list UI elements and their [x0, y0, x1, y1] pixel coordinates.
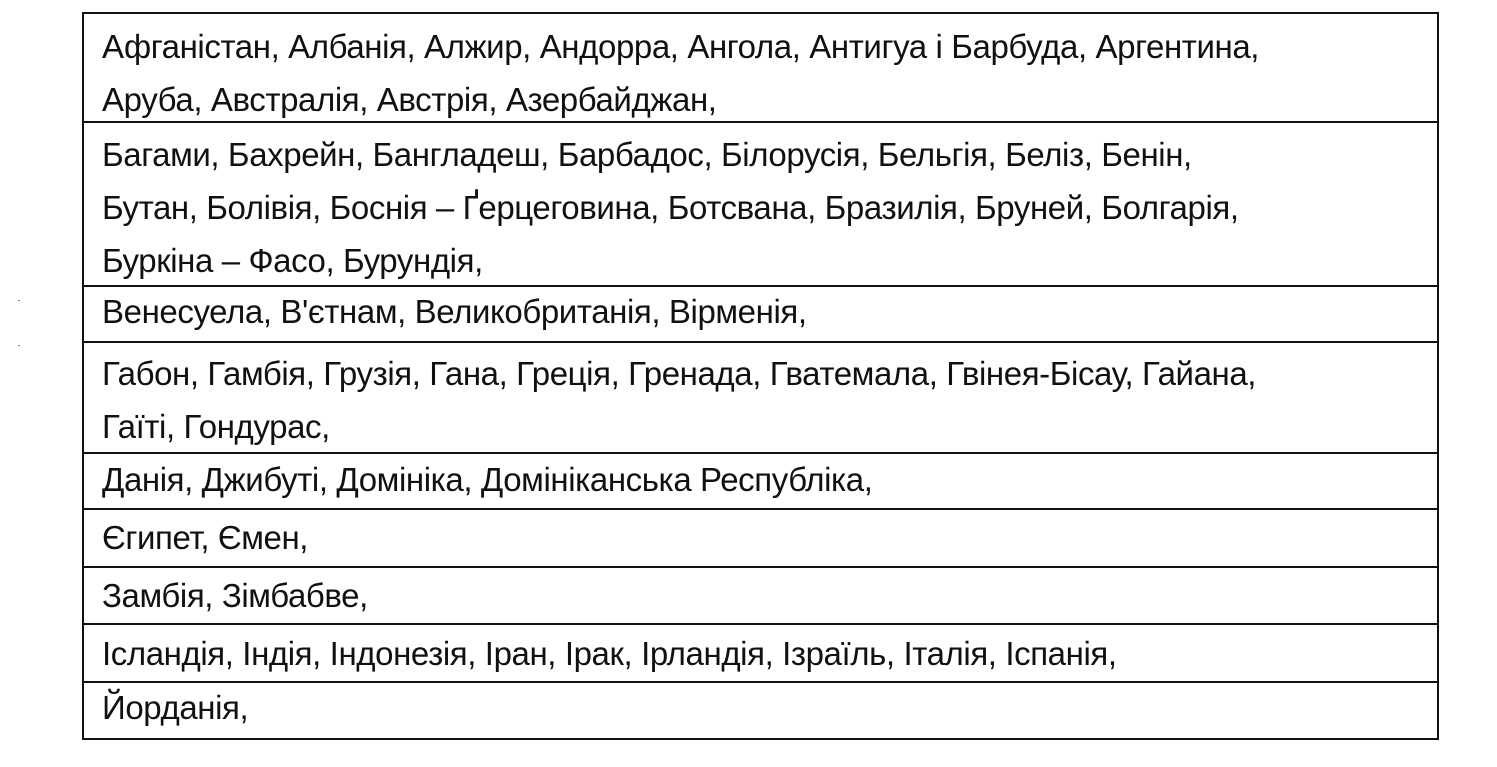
table-row: Венесуела, В'єтнам, Великобританія, Вірменія, [84, 287, 1437, 343]
table-row: Багами, Бахрейн, Бангладеш, Барбадос, Білорусія, Бельгія, Беліз, Бенін, Бутан, Болівія, Боснія – Ґерцеговина, Ботсвана, Бразилія, Бруней, Болгарія, Буркіна – Фасо, Бурундія, [84, 123, 1437, 287]
table-row: Афганістан, Албанія, Алжир, Андорра, Ангола, Антигуа і Барбуда, Аргентина, Аруба, Австралія, Австрія, Азербайджан, [84, 14, 1437, 123]
table-row: Данія, Джибуті, Домініка, Домініканська Республіка, [84, 454, 1437, 510]
country-table [82, 12, 1439, 740]
table-row: Йорданія, [102, 689, 249, 726]
table-row: Габон, Гамбія, Грузія, Гана, Греція, Гренада, Гватемала, Гвінея-Бісау, Гайана, Гаїті, Гондурас, [84, 343, 1437, 454]
table-row: Єгипет, Ємен, [84, 510, 1437, 568]
margin-mark [18, 300, 20, 301]
table-row: Замбія, Зімбабве, [84, 568, 1437, 625]
table-row: Ісландія, Індія, Індонезія, Іран, Ірак, Ірландія, Ізраїль, Італія, Іспанія, [84, 625, 1437, 683]
margin-mark [18, 345, 20, 346]
